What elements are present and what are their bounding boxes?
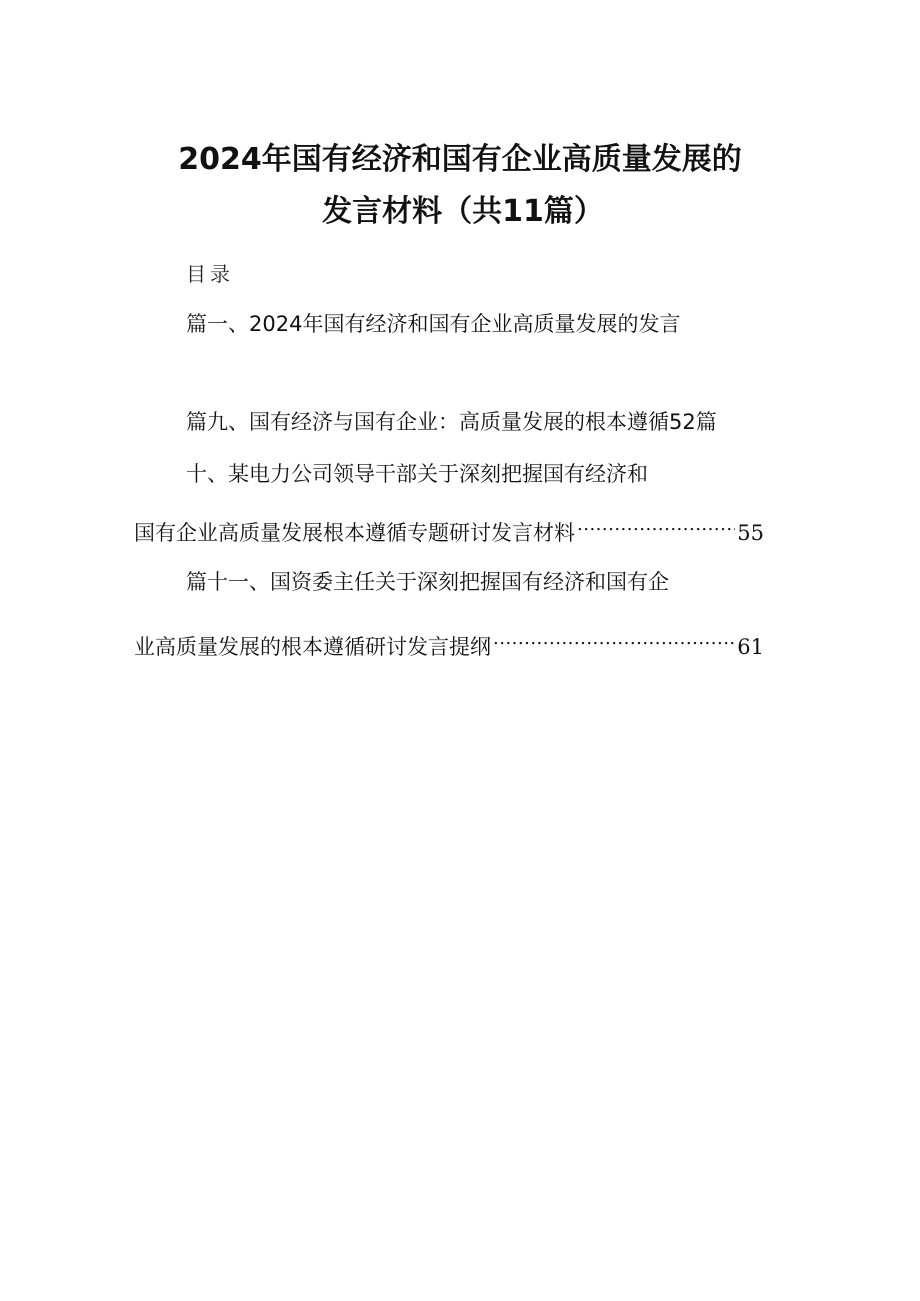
- toc-leader-dots: [493, 624, 735, 654]
- toc-entry-text: 国有企业高质量发展根本遵循专题研讨发言材料: [134, 521, 575, 545]
- toc-leader-dots: [577, 510, 735, 540]
- toc-entry-9[interactable]: 篇九、国有经济与国有企业：高质量发展的根本遵循52篇: [186, 410, 717, 434]
- toc-entry-11-line-1[interactable]: 篇十一、国资委主任关于深刻把握国有经济和国有企: [186, 570, 669, 594]
- toc-page-number: 55: [737, 521, 764, 545]
- toc-heading: 目录: [186, 262, 234, 286]
- toc-entry-10-line-2[interactable]: [134, 510, 764, 548]
- document-title-line-1: 2024年国有经济和国有企业高质量发展的: [178, 142, 742, 177]
- toc-entry-1[interactable]: 篇一、2024年国有经济和国有企业高质量发展的发言: [186, 312, 681, 336]
- toc-entry-10-line-1[interactable]: 十、某电力公司领导干部关于深刻把握国有经济和: [186, 462, 648, 486]
- toc-entry-11-line-2[interactable]: [134, 624, 764, 662]
- toc-entry-text: 业高质量发展的根本遵循研讨发言提纲: [134, 635, 491, 659]
- document-title-line-2: 发言材料（共11篇）: [322, 194, 604, 229]
- toc-page-number: 61: [737, 635, 764, 659]
